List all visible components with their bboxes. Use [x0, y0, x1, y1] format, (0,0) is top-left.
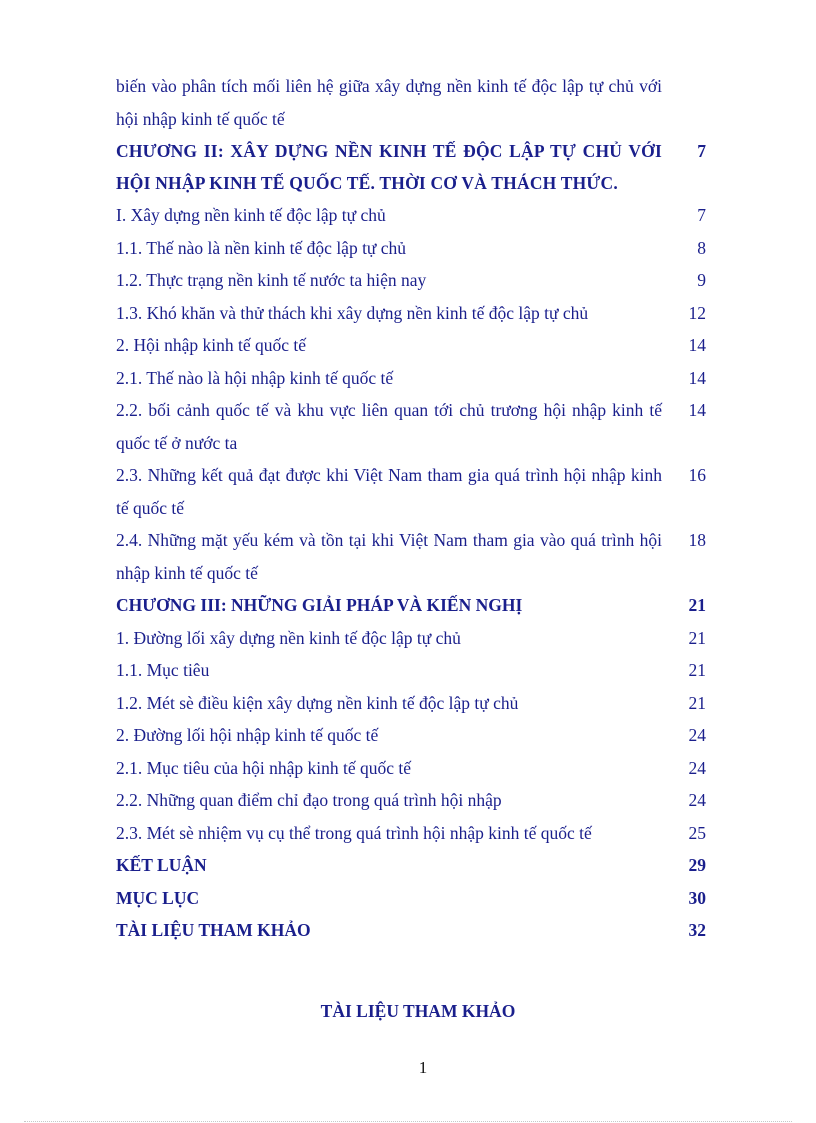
toc-entry-text: 2.3. Những kết quả đạt được khi Việt Nam tham gia quá trình hội nhập kinh tế quốc tế	[116, 465, 662, 518]
toc-entry-page: 30	[688, 887, 706, 908]
toc-entry-page: 14	[688, 400, 706, 420]
toc-entry-text: TÀI LIỆU THAM KHẢO	[116, 920, 311, 940]
toc-entry	[116, 264, 712, 297]
toc-entry-text: 1. Đường lối xây dựng nền kinh tế độc lập tự chủ	[116, 627, 461, 648]
toc-entry-text: 2.3. Mét sè nhiệm vụ cụ thể trong quá trình hội nhập kinh tế quốc tế	[116, 822, 592, 843]
toc-entry	[116, 622, 712, 655]
toc-entry-text: 2.4. Những mặt yếu kém và tồn tại khi Việt Nam tham gia vào quá trình hội nhập kinh tế quốc tế	[116, 530, 662, 583]
toc-entry-text: 2.1. Thế nào là hội nhập kinh tế quốc tế	[116, 367, 394, 388]
toc-entry-text: CHƯƠNG II: XÂY DỰNG NỀN KINH TẾ ĐỘC LẬP TỰ CHỦ VỚI HỘI NHẬP KINH TẾ QUỐC TẾ. THỜI CƠ VÀ THÁCH THỨC.	[116, 141, 662, 193]
toc-entry-page: 18	[688, 530, 706, 550]
toc-entry-text: 1.1. Mục tiêu	[116, 660, 210, 680]
toc-entry-page: 24	[688, 757, 706, 778]
toc-entry-text: 2.2. bối cảnh quốc tế và khu vực liên quan tới chủ trương hội nhập kinh tế quốc tế ở nước ta	[116, 400, 662, 453]
toc-entry-text: KẾT LUẬN	[116, 855, 207, 875]
toc-entry	[116, 784, 712, 817]
toc-entry-references	[116, 914, 712, 947]
toc-entry-page: 32	[688, 920, 706, 940]
toc-entry	[116, 199, 712, 232]
toc-entry-page: 21	[688, 692, 706, 713]
page-bottom-divider	[24, 1121, 792, 1122]
toc-entry-text: MỤC LỤC	[116, 887, 200, 908]
toc-entry	[116, 719, 712, 752]
toc-entry-page: 24	[688, 790, 706, 810]
toc-entry	[116, 687, 712, 720]
table-of-contents	[116, 70, 712, 947]
toc-entry	[116, 394, 712, 459]
toc-entry-text: 2.1. Mục tiêu của hội nhập kinh tế quốc tế	[116, 757, 411, 778]
toc-entry-text: 1.2. Thực trạng nền kinh tế nước ta hiện nay	[116, 270, 427, 290]
page-number: 1	[418, 1058, 428, 1077]
references-heading: TÀI LIỆU THAM KHẢO	[320, 1001, 516, 1021]
toc-entry-text: 1.3. Khó khăn và thử thách khi xây dựng nền kinh tế độc lập tự chủ	[116, 302, 589, 323]
toc-entry-page: 8	[697, 237, 706, 258]
toc-entry-page: 9	[697, 270, 706, 290]
toc-entry-page: 14	[688, 335, 706, 355]
toc-entry-page: 21	[688, 595, 706, 615]
toc-entry	[116, 752, 712, 785]
toc-entry-text: 1.1. Thế nào là nền kinh tế độc lập tự chủ	[116, 237, 407, 258]
toc-entry-page: 21	[688, 660, 706, 680]
toc-entry	[116, 297, 712, 330]
toc-entry-page: 14	[688, 367, 706, 388]
toc-entry-text: 2. Đường lối hội nhập kinh tế quốc tế	[116, 725, 379, 745]
toc-entry-chapter-3	[116, 589, 712, 622]
toc-entry-text: 1.2. Mét sè điều kiện xây dựng nền kinh tế độc lập tự chủ	[116, 692, 519, 713]
toc-entry-text: I. Xây dựng nền kinh tế độc lập tự chủ	[116, 205, 386, 225]
toc-entry	[116, 654, 712, 687]
toc-entry-page: 12	[688, 302, 706, 323]
toc-entry-conclusion	[116, 849, 712, 882]
toc-entry-contents	[116, 882, 712, 915]
toc-entry-text: 2.2. Những quan điểm chỉ đạo trong quá trình hội nhập	[116, 790, 502, 810]
toc-entry-chapter-2	[116, 135, 712, 199]
toc-entry-text: 2. Hội nhập kinh tế quốc tế	[116, 335, 307, 355]
toc-entry-text: CHƯƠNG III: NHỮNG GIẢI PHÁP VÀ KIẾN NGHỊ	[116, 595, 523, 615]
toc-entry-page: 25	[688, 822, 706, 843]
toc-entry-page: 21	[688, 627, 706, 648]
toc-entry	[116, 817, 712, 850]
toc-entry-page: 7	[697, 141, 706, 161]
toc-entry-page: 16	[688, 465, 706, 485]
toc-entry-text: biến vào phân tích mối liên hệ giữa xây dựng nền kinh tế độc lập tự chủ với hội nhập kinh tế quốc tế	[116, 76, 662, 129]
toc-entry	[116, 329, 712, 362]
toc-entry	[116, 524, 712, 589]
toc-entry-page: 29	[688, 855, 706, 875]
toc-entry	[116, 459, 712, 524]
toc-entry	[116, 232, 712, 265]
toc-entry-page: 24	[688, 725, 706, 745]
toc-entry-page: 7	[697, 205, 706, 225]
toc-entry	[116, 362, 712, 395]
toc-entry	[116, 70, 712, 135]
